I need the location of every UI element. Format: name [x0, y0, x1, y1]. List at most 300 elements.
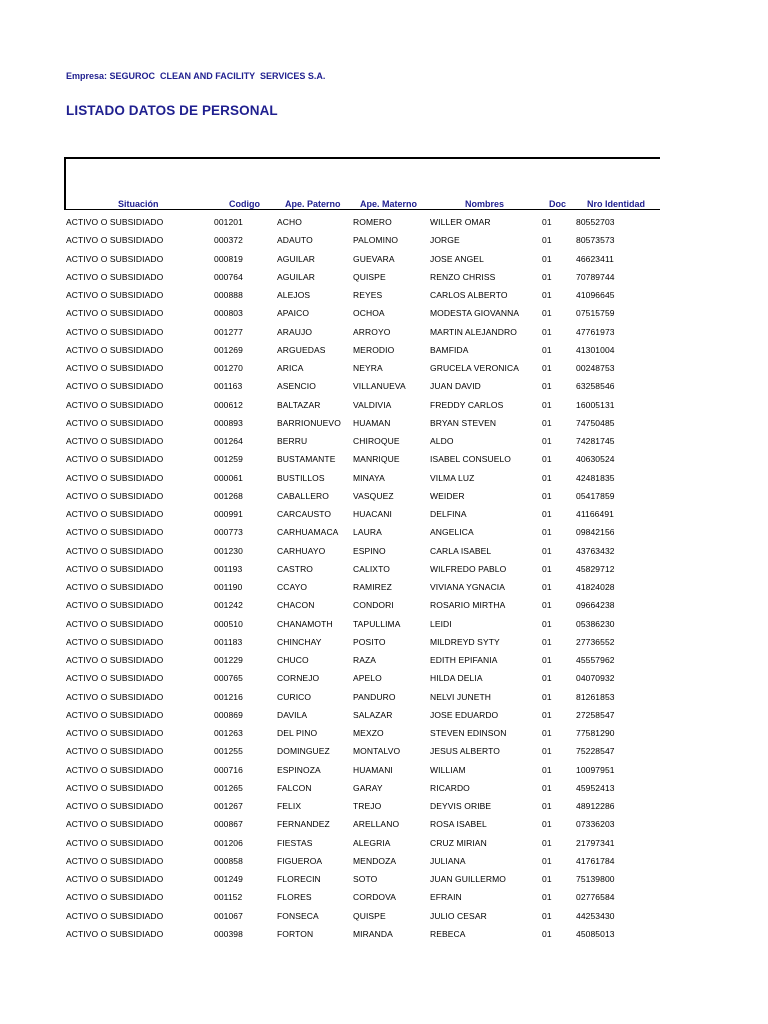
cell-codigo: 000867 — [214, 819, 243, 830]
column-header-situacion: Situación — [118, 199, 159, 209]
cell-situacion: ACTIVO O SUBSIDIADO — [66, 563, 164, 574]
cell-codigo: 000858 — [214, 855, 243, 866]
cell-doc: 01 — [542, 326, 552, 337]
cell-ape-materno: ARROYO — [353, 326, 391, 337]
cell-ape-paterno: FIGUEROA — [277, 855, 323, 866]
cell-codigo: 001230 — [214, 545, 243, 556]
table-row — [0, 742, 768, 760]
cell-nombres: JULIO CESAR — [430, 910, 487, 921]
cell-codigo: 001242 — [214, 600, 243, 611]
table-row — [0, 815, 768, 833]
cell-nro-identidad: 77581290 — [576, 728, 615, 738]
cell-nombres: JULIANA — [430, 855, 466, 866]
cell-codigo: 001267 — [214, 801, 243, 811]
cell-ape-paterno: FERNANDEZ — [277, 819, 330, 830]
table-row — [0, 651, 768, 669]
cell-situacion: ACTIVO O SUBSIDIADO — [66, 381, 164, 392]
cell-nro-identidad: 02776584 — [576, 892, 615, 903]
cell-nro-identidad: 63258546 — [576, 381, 615, 392]
cell-ape-paterno: FLORES — [277, 892, 312, 903]
cell-situacion: ACTIVO O SUBSIDIADO — [66, 490, 164, 501]
cell-situacion: ACTIVO O SUBSIDIADO — [66, 801, 164, 811]
cell-codigo: 001264 — [214, 436, 243, 446]
table-row — [0, 523, 768, 541]
cell-ape-materno: VALDIVIA — [353, 399, 392, 410]
table-row — [0, 779, 768, 797]
table-row — [0, 359, 768, 377]
cell-nro-identidad: 07336203 — [576, 819, 615, 830]
cell-ape-paterno: ACHO — [277, 217, 302, 227]
cell-doc: 01 — [542, 764, 552, 775]
cell-ape-paterno: AGUILAR — [277, 253, 316, 264]
table-row — [0, 396, 768, 414]
cell-nombres: VIVIANA YGNACIA — [430, 582, 506, 592]
cell-nro-identidad: 41824028 — [576, 582, 615, 592]
cell-codigo: 000991 — [214, 509, 243, 519]
cell-nro-identidad: 75228547 — [576, 746, 615, 757]
cell-situacion: ACTIVO O SUBSIDIADO — [66, 655, 164, 665]
cell-ape-paterno: APAICO — [277, 308, 310, 319]
cell-ape-paterno: CHINCHAY — [277, 636, 322, 647]
cell-codigo: 001152 — [214, 892, 243, 903]
cell-situacion: ACTIVO O SUBSIDIADO — [66, 509, 164, 519]
cell-nombres: ANGELICA — [430, 527, 474, 538]
table-row — [0, 341, 768, 359]
table-row — [0, 231, 768, 249]
cell-ape-paterno: CURICO — [277, 691, 312, 702]
cell-ape-materno: RAMIREZ — [353, 582, 392, 592]
table-body — [0, 213, 768, 943]
cell-doc: 01 — [542, 363, 552, 373]
cell-nombres: EFRAIN — [430, 892, 462, 903]
cell-ape-materno: CALIXTO — [353, 563, 390, 574]
cell-nro-identidad: 04070932 — [576, 673, 615, 684]
table-row — [0, 724, 768, 742]
table-row — [0, 797, 768, 815]
column-header-ape-paterno: Ape. Paterno — [285, 199, 341, 209]
cell-ape-paterno: FLORECIN — [277, 874, 321, 884]
table-row — [0, 633, 768, 651]
cell-situacion: ACTIVO O SUBSIDIADO — [66, 454, 164, 465]
cell-situacion: ACTIVO O SUBSIDIADO — [66, 271, 164, 282]
cell-nro-identidad: 41301004 — [576, 344, 615, 355]
cell-ape-paterno: DAVILA — [277, 709, 308, 720]
cell-ape-materno: ARELLANO — [353, 819, 400, 830]
cell-ape-materno: CHIROQUE — [353, 436, 400, 446]
cell-situacion: ACTIVO O SUBSIDIADO — [66, 344, 164, 355]
cell-doc: 01 — [542, 618, 552, 629]
table-row — [0, 414, 768, 432]
column-header-ape-materno: Ape. Materno — [360, 199, 418, 209]
cell-situacion: ACTIVO O SUBSIDIADO — [66, 728, 164, 738]
cell-nombres: ISABEL CONSUELO — [430, 454, 512, 465]
cell-doc: 01 — [542, 746, 552, 757]
cell-ape-materno: QUISPE — [353, 910, 386, 921]
table-row — [0, 487, 768, 505]
cell-nro-identidad: 09842156 — [576, 527, 615, 538]
cell-ape-materno: HUAMAN — [353, 417, 391, 428]
cell-ape-materno: ALEGRIA — [353, 837, 391, 848]
cell-codigo: 000061 — [214, 472, 243, 483]
cell-nombres: WILLER OMAR — [430, 217, 491, 227]
cell-ape-paterno: ARICA — [277, 363, 304, 373]
cell-doc: 01 — [542, 436, 552, 446]
cell-doc: 01 — [542, 837, 552, 848]
cell-ape-paterno: ARGUEDAS — [277, 344, 326, 355]
cell-nombres: REBECA — [430, 928, 466, 939]
cell-nombres: RENZO CHRISS — [430, 271, 496, 282]
cell-nombres: MARTIN ALEJANDRO — [430, 326, 517, 337]
cell-doc: 01 — [542, 344, 552, 355]
table-row — [0, 469, 768, 487]
table-row — [0, 706, 768, 724]
cell-nro-identidad: 74281745 — [576, 436, 615, 446]
cell-situacion: ACTIVO O SUBSIDIADO — [66, 253, 164, 264]
cell-nro-identidad: 45085013 — [576, 928, 615, 939]
cell-nombres: RICARDO — [430, 782, 470, 793]
cell-ape-materno: MINAYA — [353, 472, 385, 483]
cell-ape-materno: TREJO — [353, 801, 382, 811]
column-header-doc: Doc — [549, 199, 567, 209]
cell-ape-materno: CORDOVA — [353, 892, 397, 903]
cell-nombres: GRUCELA VERONICA — [430, 363, 519, 373]
cell-codigo: 001265 — [214, 782, 243, 793]
table-row — [0, 888, 768, 906]
cell-nro-identidad: 00248753 — [576, 363, 615, 373]
cell-ape-paterno: CARHUAYO — [277, 545, 326, 556]
cell-nro-identidad: 70789744 — [576, 271, 615, 282]
cell-situacion: ACTIVO O SUBSIDIADO — [66, 673, 164, 684]
cell-ape-materno: MEXZO — [353, 728, 384, 738]
table-row — [0, 615, 768, 633]
cell-codigo: 000773 — [214, 527, 243, 538]
cell-nombres: BRYAN STEVEN — [430, 417, 497, 428]
cell-ape-paterno: CABALLERO — [277, 490, 329, 501]
company-name: Empresa: SEGUROC CLEAN AND FACILITY SERVICES S.A. — [66, 71, 326, 81]
cell-nombres: JOSE ANGEL — [430, 253, 484, 264]
cell-ape-materno: LAURA — [353, 527, 382, 538]
cell-nro-identidad: 44253430 — [576, 910, 615, 921]
cell-nombres: MILDREYD SYTY — [430, 636, 500, 647]
cell-situacion: ACTIVO O SUBSIDIADO — [66, 308, 164, 319]
table-row — [0, 268, 768, 286]
cell-doc: 01 — [542, 655, 552, 665]
cell-doc: 01 — [542, 782, 552, 793]
cell-codigo: 000888 — [214, 290, 243, 300]
cell-doc: 01 — [542, 709, 552, 720]
cell-situacion: ACTIVO O SUBSIDIADO — [66, 691, 164, 702]
cell-ape-materno: VILLANUEVA — [353, 381, 406, 392]
cell-ape-materno: CONDORI — [353, 600, 394, 611]
cell-ape-paterno: BARRIONUEVO — [277, 417, 341, 428]
cell-doc: 01 — [542, 874, 552, 884]
cell-nombres: WILLIAM — [430, 764, 466, 775]
cell-nombres: ALDO — [430, 436, 454, 446]
cell-nro-identidad: 41166491 — [576, 509, 614, 519]
cell-codigo: 000372 — [214, 235, 243, 246]
cell-situacion: ACTIVO O SUBSIDIADO — [66, 910, 164, 921]
cell-ape-materno: OCHOA — [353, 308, 385, 319]
cell-nro-identidad: 40630524 — [576, 454, 615, 465]
cell-codigo: 000716 — [214, 764, 243, 775]
cell-doc: 01 — [542, 235, 552, 246]
cell-doc: 01 — [542, 728, 552, 738]
cell-situacion: ACTIVO O SUBSIDIADO — [66, 436, 164, 446]
cell-nombres: JOSE EDUARDO — [430, 709, 499, 720]
cell-situacion: ACTIVO O SUBSIDIADO — [66, 545, 164, 556]
cell-ape-materno: MANRIQUE — [353, 454, 400, 465]
cell-ape-materno: POSITO — [353, 636, 386, 647]
cell-ape-paterno: ESPINOZA — [277, 764, 321, 775]
cell-nro-identidad: 07515759 — [576, 308, 615, 319]
cell-nro-identidad: 27258547 — [576, 709, 615, 720]
table-row — [0, 250, 768, 268]
cell-ape-paterno: ASENCIO — [277, 381, 316, 392]
cell-codigo: 000819 — [214, 253, 243, 264]
table-row — [0, 505, 768, 523]
cell-doc: 01 — [542, 892, 552, 903]
cell-codigo: 001067 — [214, 910, 243, 921]
table-row — [0, 432, 768, 450]
cell-ape-paterno: CASTRO — [277, 563, 314, 574]
cell-ape-materno: PANDURO — [353, 691, 396, 702]
cell-nombres: HILDA DELIA — [430, 673, 483, 684]
cell-ape-paterno: BERRU — [277, 436, 308, 446]
cell-situacion: ACTIVO O SUBSIDIADO — [66, 235, 164, 246]
cell-situacion: ACTIVO O SUBSIDIADO — [66, 709, 164, 720]
table-row — [0, 669, 768, 687]
cell-ape-materno: ESPINO — [353, 545, 386, 556]
table-row — [0, 596, 768, 614]
cell-ape-paterno: FELIX — [277, 801, 302, 811]
cell-ape-materno: GUEVARA — [353, 253, 395, 264]
cell-nombres: DEYVIS ORIBE — [430, 801, 492, 811]
cell-codigo: 001229 — [214, 655, 243, 665]
cell-codigo: 001201 — [214, 217, 243, 227]
table-row — [0, 304, 768, 322]
cell-nro-identidad: 43763432 — [576, 545, 615, 556]
cell-doc: 01 — [542, 819, 552, 830]
cell-codigo: 000398 — [214, 928, 243, 939]
cell-nro-identidad: 81261853 — [576, 691, 615, 702]
cell-ape-paterno: BALTAZAR — [277, 399, 321, 410]
cell-nombres: CARLA ISABEL — [430, 545, 492, 556]
cell-codigo: 001263 — [214, 728, 243, 738]
cell-ape-materno: TAPULLIMA — [353, 618, 401, 629]
cell-nombres: MODESTA GIOVANNA — [430, 308, 520, 319]
cell-situacion: ACTIVO O SUBSIDIADO — [66, 855, 164, 866]
cell-nombres: JUAN GUILLERMO — [430, 874, 507, 884]
cell-doc: 01 — [542, 308, 552, 319]
cell-ape-paterno: DEL PINO — [277, 728, 318, 738]
cell-ape-materno: PALOMINO — [353, 235, 399, 246]
cell-codigo: 001269 — [214, 344, 243, 355]
cell-ape-paterno: BUSTAMANTE — [277, 454, 336, 465]
cell-situacion: ACTIVO O SUBSIDIADO — [66, 417, 164, 428]
cell-nombres: FREDDY CARLOS — [430, 399, 504, 410]
cell-ape-paterno: DOMINGUEZ — [277, 746, 330, 757]
cell-doc: 01 — [542, 636, 552, 647]
cell-doc: 01 — [542, 271, 552, 282]
cell-codigo: 001190 — [214, 582, 243, 592]
cell-situacion: ACTIVO O SUBSIDIADO — [66, 782, 164, 793]
table-row — [0, 852, 768, 870]
cell-doc: 01 — [542, 801, 552, 811]
cell-codigo: 000612 — [214, 399, 243, 410]
cell-codigo: 000765 — [214, 673, 243, 684]
cell-nombres: ROSA ISABEL — [430, 819, 487, 830]
cell-situacion: ACTIVO O SUBSIDIADO — [66, 399, 164, 410]
cell-nro-identidad: 10097951 — [576, 764, 615, 775]
cell-doc: 01 — [542, 600, 552, 611]
cell-ape-materno: APELO — [353, 673, 382, 684]
cell-nombres: CARLOS ALBERTO — [430, 290, 508, 300]
cell-situacion: ACTIVO O SUBSIDIADO — [66, 874, 164, 884]
cell-nombres: VILMA LUZ — [430, 472, 475, 483]
cell-nombres: DELFINA — [430, 509, 467, 519]
cell-codigo: 000510 — [214, 618, 243, 629]
table-row — [0, 834, 768, 852]
cell-codigo: 000803 — [214, 308, 243, 319]
cell-doc: 01 — [542, 290, 552, 300]
cell-nro-identidad: 09664238 — [576, 600, 615, 611]
cell-nombres: JORGE — [430, 235, 460, 246]
cell-codigo: 001206 — [214, 837, 243, 848]
cell-situacion: ACTIVO O SUBSIDIADO — [66, 217, 164, 227]
cell-doc: 01 — [542, 454, 552, 465]
cell-nombres: NELVI JUNETH — [430, 691, 492, 702]
cell-nombres: WILFREDO PABLO — [430, 563, 507, 574]
cell-ape-paterno: ARAUJO — [277, 326, 313, 337]
table-row — [0, 578, 768, 596]
cell-situacion: ACTIVO O SUBSIDIADO — [66, 819, 164, 830]
cell-nombres: EDITH EPIFANIA — [430, 655, 498, 665]
cell-nro-identidad: 41761784 — [576, 855, 615, 866]
cell-ape-materno: HUACANI — [353, 509, 392, 519]
cell-situacion: ACTIVO O SUBSIDIADO — [66, 928, 164, 939]
table-row — [0, 761, 768, 779]
cell-codigo: 001249 — [214, 874, 243, 884]
cell-ape-materno: SOTO — [353, 874, 378, 884]
cell-ape-materno: MIRANDA — [353, 928, 393, 939]
cell-nro-identidad: 46623411 — [576, 253, 614, 264]
cell-ape-materno: MENDOZA — [353, 855, 397, 866]
cell-nombres: LEIDI — [430, 618, 452, 629]
cell-ape-materno: SALAZAR — [353, 709, 393, 720]
cell-situacion: ACTIVO O SUBSIDIADO — [66, 582, 164, 592]
cell-nro-identidad: 45557962 — [576, 655, 615, 665]
cell-codigo: 001259 — [214, 454, 243, 465]
cell-doc: 01 — [542, 910, 552, 921]
cell-nombres: JESUS ALBERTO — [430, 746, 500, 757]
cell-nro-identidad: 27736552 — [576, 636, 615, 647]
cell-doc: 01 — [542, 582, 552, 592]
cell-situacion: ACTIVO O SUBSIDIADO — [66, 764, 164, 775]
cell-codigo: 001270 — [214, 363, 243, 373]
cell-ape-paterno: CARCAUSTO — [277, 509, 332, 519]
cell-ape-materno: MERODIO — [353, 344, 395, 355]
cell-doc: 01 — [542, 928, 552, 939]
cell-nro-identidad: 45952413 — [576, 782, 615, 793]
cell-ape-materno: VASQUEZ — [353, 490, 394, 501]
cell-ape-materno: GARAY — [353, 782, 383, 793]
column-header-nombres: Nombres — [465, 199, 505, 209]
table-row — [0, 377, 768, 395]
cell-nombres: ROSARIO MIRTHA — [430, 600, 506, 611]
cell-ape-paterno: CHANAMOTH — [277, 618, 333, 629]
cell-situacion: ACTIVO O SUBSIDIADO — [66, 527, 164, 538]
cell-ape-paterno: FORTON — [277, 928, 314, 939]
cell-situacion: ACTIVO O SUBSIDIADO — [66, 290, 164, 300]
cell-nombres: CRUZ MIRIAN — [430, 837, 487, 848]
cell-nro-identidad: 75139800 — [576, 874, 615, 884]
table-row — [0, 323, 768, 341]
table-row — [0, 286, 768, 304]
cell-doc: 01 — [542, 381, 552, 392]
cell-codigo: 000869 — [214, 709, 243, 720]
cell-ape-paterno: FIESTAS — [277, 837, 313, 848]
cell-codigo: 001277 — [214, 326, 243, 337]
cell-situacion: ACTIVO O SUBSIDIADO — [66, 746, 164, 757]
cell-ape-paterno: ALEJOS — [277, 290, 311, 300]
cell-situacion: ACTIVO O SUBSIDIADO — [66, 837, 164, 848]
cell-codigo: 001183 — [214, 636, 243, 647]
cell-nro-identidad: 16005131 — [576, 399, 615, 410]
cell-ape-materno: MONTALVO — [353, 746, 401, 757]
cell-ape-materno: ROMERO — [353, 217, 392, 227]
cell-ape-paterno: CORNEJO — [277, 673, 320, 684]
cell-codigo: 000893 — [214, 417, 243, 428]
cell-doc: 01 — [542, 472, 552, 483]
cell-ape-paterno: FALCON — [277, 782, 312, 793]
cell-nro-identidad: 05386230 — [576, 618, 615, 629]
cell-ape-materno: REYES — [353, 290, 383, 300]
cell-ape-paterno: AGUILAR — [277, 271, 316, 282]
cell-situacion: ACTIVO O SUBSIDIADO — [66, 636, 164, 647]
table-row — [0, 907, 768, 925]
cell-codigo: 001268 — [214, 490, 243, 501]
cell-situacion: ACTIVO O SUBSIDIADO — [66, 472, 164, 483]
cell-nro-identidad: 80552703 — [576, 217, 615, 227]
cell-codigo: 001193 — [214, 563, 243, 574]
cell-ape-paterno: CHACON — [277, 600, 315, 611]
table-row — [0, 560, 768, 578]
cell-nro-identidad: 74750485 — [576, 417, 615, 428]
cell-doc: 01 — [542, 253, 552, 264]
cell-nro-identidad: 42481835 — [576, 472, 615, 483]
cell-nro-identidad: 80573573 — [576, 235, 615, 246]
cell-nro-identidad: 47761973 — [576, 326, 615, 337]
table-row — [0, 450, 768, 468]
table-row — [0, 213, 768, 231]
cell-doc: 01 — [542, 545, 552, 556]
cell-ape-paterno: BUSTILLOS — [277, 472, 325, 483]
cell-situacion: ACTIVO O SUBSIDIADO — [66, 618, 164, 629]
cell-nro-identidad: 48912286 — [576, 801, 615, 811]
cell-nro-identidad: 45829712 — [576, 563, 615, 574]
cell-doc: 01 — [542, 527, 552, 538]
cell-doc: 01 — [542, 855, 552, 866]
table-row — [0, 870, 768, 888]
cell-doc: 01 — [542, 563, 552, 574]
cell-nombres: JUAN DAVID — [430, 381, 481, 392]
cell-codigo: 000764 — [214, 271, 243, 282]
cell-situacion: ACTIVO O SUBSIDIADO — [66, 326, 164, 337]
cell-doc: 01 — [542, 691, 552, 702]
table-row — [0, 688, 768, 706]
cell-nombres: BAMFIDA — [430, 344, 469, 355]
cell-ape-paterno: ADAUTO — [277, 235, 313, 246]
